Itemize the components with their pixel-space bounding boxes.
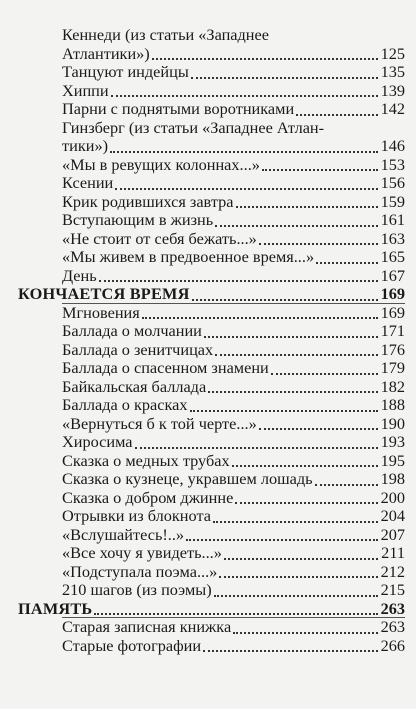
toc-page-number: 161	[380, 210, 405, 229]
dot-leader	[213, 519, 378, 523]
toc-entry	[0, 581, 416, 600]
toc-page-number: 165	[380, 247, 405, 266]
toc-entry	[0, 452, 416, 471]
toc-page-number: 125	[380, 43, 405, 63]
dot-leader	[191, 75, 378, 79]
dot-leader	[271, 371, 378, 375]
toc-section-heading	[0, 285, 416, 304]
toc-entry-title: День	[62, 265, 97, 285]
toc-entry	[0, 489, 416, 508]
toc-entry	[0, 193, 416, 212]
dot-leader	[186, 537, 378, 541]
toc-entry-title: «Все хочу я увидеть...»	[62, 543, 222, 562]
toc-entry-title: Баллада о красках	[62, 395, 188, 414]
toc-page-number: 207	[380, 524, 405, 544]
toc-page-number: 182	[380, 376, 405, 396]
toc-entry-title: Отрывки из блокнота	[62, 506, 211, 525]
dot-leader	[219, 574, 378, 578]
toc-page-number: 156	[380, 173, 405, 192]
toc-page-number: 200	[380, 487, 405, 507]
toc-entry-title: Старая записная книжка	[62, 617, 232, 636]
toc-page-number: 188	[380, 395, 405, 414]
toc-entry	[0, 248, 416, 267]
toc-entry	[0, 433, 416, 452]
toc-page-number: 179	[380, 358, 405, 377]
dot-leader	[94, 611, 378, 615]
toc-page-number: 193	[380, 432, 405, 451]
toc-entry	[0, 618, 416, 637]
toc-page-number: 263	[380, 617, 405, 636]
dot-leader	[208, 389, 378, 393]
toc-entry-title: «Вернуться б к той черте...»	[62, 413, 257, 433]
toc-page-number: 163	[380, 228, 405, 248]
toc-entry-title: Сказка о медных трубах	[62, 450, 230, 470]
toc-page-number: 195	[380, 450, 405, 470]
toc-page-number: 169	[380, 302, 405, 322]
toc-entry	[0, 304, 416, 323]
dot-leader	[236, 204, 378, 208]
toc-page-number: 211	[381, 543, 405, 562]
toc-page-number: 176	[380, 339, 405, 359]
toc-entry-title: Ксении	[62, 173, 114, 192]
toc-entry	[0, 470, 416, 489]
dot-leader	[204, 334, 378, 338]
toc-entry	[0, 396, 416, 415]
toc-entry-title: Байкальская баллада	[62, 376, 207, 396]
toc-entry-title: Вступающим в жизнь	[62, 210, 214, 229]
dot-leader	[315, 482, 378, 486]
dot-leader	[190, 408, 378, 412]
toc-entry-title: Танцуют индейцы	[62, 62, 189, 81]
dot-leader	[152, 56, 378, 60]
toc-entry	[0, 26, 416, 45]
toc-entry	[0, 341, 416, 360]
toc-entry	[0, 378, 416, 397]
dot-leader	[115, 186, 378, 190]
toc-entry-title: Сказка о кузнеце, укравшем лошадь	[62, 469, 313, 488]
toc-entry	[0, 174, 416, 193]
toc-entry	[0, 230, 416, 249]
toc-entry-title: «Подступала поэма...»	[62, 561, 218, 581]
toc-entry-title: Мгновения	[62, 302, 140, 322]
toc-entry-title: «Мы в ревущих колоннах...»	[62, 154, 260, 174]
toc-page-number: 266	[380, 635, 405, 655]
toc-page-number: 190	[380, 413, 405, 433]
dot-leader	[224, 556, 378, 560]
toc-entry	[0, 563, 416, 582]
toc-entry	[0, 359, 416, 378]
dot-leader	[135, 445, 378, 449]
toc-page-number: 153	[380, 154, 405, 174]
toc-entry-title: ПАМЯТЬ	[18, 598, 93, 618]
toc-entry-title: 210 шагов (из поэмы)	[62, 580, 212, 599]
toc-entry	[0, 156, 416, 175]
dot-leader	[296, 112, 378, 116]
toc-entry-title: Кеннеди (из статьи «Западнее	[62, 25, 269, 44]
toc-page-number: 169	[380, 284, 405, 303]
toc-entry	[0, 63, 416, 82]
toc-entry	[0, 415, 416, 434]
toc-entry-title: Парни с поднятыми воротниками	[62, 99, 295, 118]
toc-entry-title: Атлантики»)	[62, 43, 150, 63]
toc-page-number: 263	[380, 598, 405, 618]
toc-entry	[0, 211, 416, 230]
toc-entry-title: «Вслушайтесь!..»	[62, 524, 185, 544]
dot-leader	[233, 630, 378, 634]
dot-leader	[111, 93, 378, 97]
toc-page-number: 146	[380, 136, 405, 155]
toc-entry	[0, 526, 416, 545]
toc-entry	[0, 137, 416, 156]
toc-entry	[0, 637, 416, 656]
toc-page-number: 212	[380, 561, 405, 581]
toc-page-number: 215	[380, 580, 405, 599]
toc-entry	[0, 100, 416, 119]
toc-entry-title: Баллада о спасенном знамени	[62, 358, 269, 377]
toc-entry-title: Старые фотографии	[62, 635, 202, 655]
toc-entry	[0, 82, 416, 101]
toc-page-number: 139	[380, 80, 405, 100]
dot-leader	[110, 149, 378, 153]
toc-entry	[0, 119, 416, 138]
toc-entry-title: тики»)	[62, 136, 109, 155]
dot-leader	[214, 593, 378, 597]
dot-leader	[232, 463, 378, 467]
toc-entry-title: Хиросима	[62, 432, 133, 451]
toc-entry-title: «Мы живем в предвоенное время...»	[62, 247, 315, 266]
dot-leader	[203, 648, 378, 652]
toc-entry-title: «Не стоит от себя бежать...»	[62, 228, 257, 248]
toc-page-number: 142	[380, 99, 405, 118]
toc-page-number: 167	[380, 265, 405, 285]
table-of-contents	[0, 26, 416, 655]
dot-leader	[316, 260, 378, 264]
toc-section-heading	[0, 600, 416, 619]
toc-entry	[0, 544, 416, 563]
toc-page-number: 135	[380, 62, 405, 81]
toc-page-number: 171	[380, 321, 405, 340]
dot-leader	[99, 278, 378, 282]
toc-entry-title: Баллада о молчании	[62, 321, 202, 340]
toc-entry-title: Хиппи	[62, 80, 109, 100]
toc-entry-title: Баллада о зенитчицах	[62, 339, 214, 359]
toc-entry-title: Гинзберг (из статьи «Западнее Атлан-	[62, 117, 325, 137]
dot-leader	[259, 426, 378, 430]
toc-entry-title: Крик родившихся завтра	[62, 191, 234, 211]
toc-page-number: 159	[380, 191, 405, 211]
dot-leader	[262, 167, 378, 171]
dot-leader	[215, 352, 378, 356]
toc-entry-title: Сказка о добром джинне	[62, 487, 234, 507]
toc-entry	[0, 267, 416, 286]
dot-leader	[215, 223, 378, 227]
dot-leader	[192, 297, 378, 301]
dot-leader	[142, 315, 378, 319]
dot-leader	[259, 241, 378, 245]
toc-entry-title: КОНЧАЕТСЯ ВРЕМЯ	[18, 284, 190, 303]
dot-leader	[235, 500, 378, 504]
toc-entry	[0, 45, 416, 64]
toc-page-number: 204	[380, 506, 405, 525]
toc-entry	[0, 507, 416, 526]
toc-entry	[0, 322, 416, 341]
toc-page-number: 198	[380, 469, 405, 488]
